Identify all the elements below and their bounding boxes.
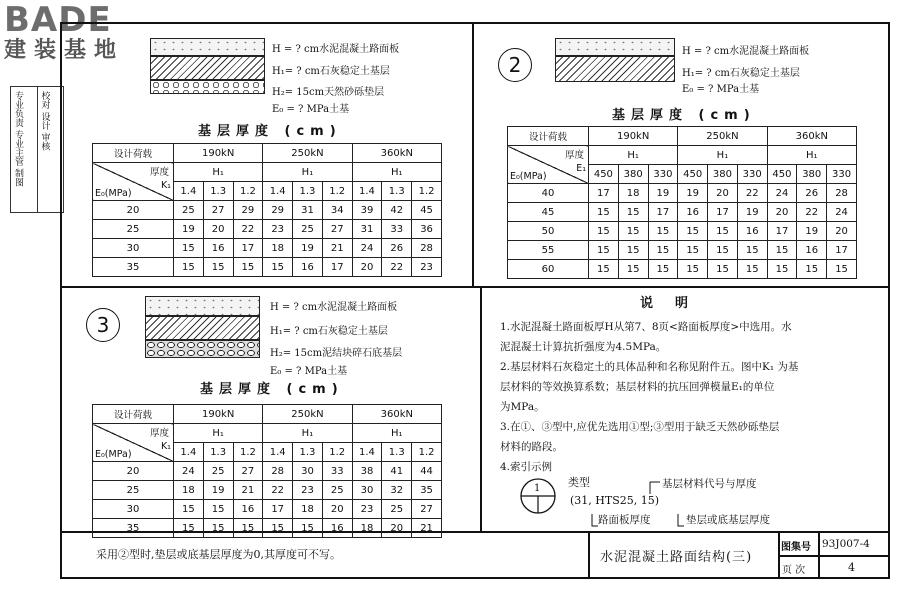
value-cell: 15 [708,241,738,260]
k-cell: 1.4 [352,443,382,462]
table-title: 基层厚度 (cm) [198,124,342,139]
index-label-slab: 路面板厚度 [598,514,651,526]
value-cell: 19 [174,220,204,239]
value-cell: 20 [322,500,352,519]
table-row [93,239,442,258]
note-text: 2.基层材料石灰稳定土的具体品种和名称见附件五。图中K₁ 为基 [500,361,799,373]
layer-label: E₀ = ? MPa土基 [272,104,350,115]
value-cell: 15 [678,241,708,260]
value-cell: 24 [827,203,857,222]
value-cell: 15 [737,260,767,279]
value-cell: 20 [708,184,738,203]
value-cell: 23 [352,500,382,519]
approval-stamp [10,86,64,213]
value-cell: 15 [263,519,293,538]
table-row [93,220,442,239]
table-row [508,184,857,203]
value-cell: 15 [708,222,738,241]
value-cell: 20 [767,203,797,222]
index-label-material: 基层材料代号与厚度 [662,478,757,490]
value-cell: 15 [174,239,204,258]
value-cell: 15 [618,203,648,222]
h-header: H₁ [174,424,263,443]
table-row [93,201,442,220]
layer-lime-soil [555,56,675,82]
value-cell: 15 [174,519,204,538]
layer-label: H = ? cm水泥混凝土路面板 [270,302,398,313]
note-text: 1.水泥混凝土路面板厚H从第7、8页<路面板厚度>中选用。水 [500,321,792,333]
value-cell: 36 [412,220,442,239]
value-cell: 21 [412,519,442,538]
value-cell: 25 [174,201,204,220]
page-label: 页 次 [782,565,806,576]
layer-macadam [145,340,260,358]
table-row [508,203,857,222]
value-cell: 16 [203,239,233,258]
value-cell: 18 [293,500,323,519]
e1-cell: 380 [708,165,738,184]
value-cell: 15 [203,519,233,538]
value-cell: 15 [648,241,678,260]
value-cell: 24 [174,462,204,481]
value-cell: 19 [737,203,767,222]
value-cell: 25 [322,481,352,500]
value-cell: 38 [352,462,382,481]
load-header: 250kN [263,405,352,424]
value-cell: 28 [412,239,442,258]
value-cell: 20 [382,519,412,538]
table-row [508,260,857,279]
value-cell: 18 [174,481,204,500]
e0-cell: 45 [508,203,589,222]
note-text: 层材料的等效换算系数；基层材料的抗压回弹模量E₁的单位 [500,381,775,393]
e1-cell: 380 [618,165,648,184]
value-cell: 22 [797,203,827,222]
k-cell: 1.2 [233,443,263,462]
e0-cell: 60 [508,260,589,279]
value-cell: 19 [203,481,233,500]
load-header: 250kN [263,144,352,163]
layer-sand-gravel [150,80,265,94]
table-title: 基层厚度 (cm) [612,108,756,123]
load-header: 360kN [352,405,441,424]
value-cell: 29 [233,201,263,220]
value-cell: 39 [352,201,382,220]
thickness-table-3 [92,404,442,538]
note-text: 3.在①、③型中,应优先选用①型;③型用于缺乏天然砂砾垫层 [500,421,780,433]
value-cell: 16 [737,222,767,241]
value-cell: 15 [648,222,678,241]
e0-cell: 35 [93,519,174,538]
value-cell: 22 [382,258,412,277]
value-cell: 17 [827,241,857,260]
k-cell: 1.2 [322,182,352,201]
e1-cell: 330 [648,165,678,184]
load-header: 190kN [174,405,263,424]
h-header: H₁ [767,146,856,165]
value-cell: 16 [678,203,708,222]
value-cell: 15 [767,241,797,260]
layer-label: E₀ = ? MPa土基 [270,366,348,377]
e0-cell: 25 [93,481,174,500]
value-cell: 27 [322,220,352,239]
diagonal-header: 厚度 K₁ E₀(MPa) [93,163,174,201]
value-cell: 20 [827,222,857,241]
e0-cell: 40 [508,184,589,203]
h-header: H₁ [678,146,767,165]
index-type-label: 类型 [568,476,590,489]
layer-label: H = ? cm水泥混凝土路面板 [272,44,400,55]
diagonal-header: 厚度 E₁ E₀(MPa) [508,146,589,184]
layer-label: H₁= ? cm石灰稳定土基层 [272,66,390,77]
k-cell: 1.2 [233,182,263,201]
value-cell: 17 [233,239,263,258]
note-text: 为MPa。 [500,401,545,413]
value-cell: 15 [618,222,648,241]
e0-cell: 55 [508,241,589,260]
value-cell: 15 [233,258,263,277]
value-cell: 18 [352,519,382,538]
value-cell: 15 [263,258,293,277]
k-cell: 1.4 [263,443,293,462]
value-cell: 28 [263,462,293,481]
value-cell: 31 [352,220,382,239]
value-cell: 32 [382,481,412,500]
h-header: H₁ [263,424,352,443]
e1-cell: 450 [678,165,708,184]
e1-cell: 330 [737,165,767,184]
value-cell: 27 [233,462,263,481]
value-cell: 17 [767,222,797,241]
value-cell: 24 [352,239,382,258]
value-cell: 18 [618,184,648,203]
value-cell: 30 [293,462,323,481]
h-header: H₁ [352,163,441,182]
value-cell: 29 [263,201,293,220]
value-cell: 15 [708,260,738,279]
layer-label: H₁= ? cm石灰稳定土基层 [682,68,800,79]
diagonal-header: 厚度 K₁ E₀(MPa) [93,424,174,462]
k-cell: 1.3 [293,443,323,462]
value-cell: 19 [648,184,678,203]
e0-cell: 30 [93,239,174,258]
value-cell: 15 [203,500,233,519]
footer-remark: 采用②型时,垫层或底基层厚度为0,其厚度可不写。 [96,548,341,561]
layer-label: H₁= ? cm石灰稳定土基层 [270,326,388,337]
value-cell: 20 [203,220,233,239]
layer-label: H₂= 15cm天然砂砾垫层 [272,87,385,98]
load-header: 190kN [589,127,678,146]
value-cell: 15 [589,260,619,279]
value-cell: 15 [618,260,648,279]
value-cell: 27 [203,201,233,220]
value-cell: 23 [412,258,442,277]
value-cell: 27 [412,500,442,519]
layer-concrete [150,38,265,56]
type-number-2: 2 [498,48,532,82]
index-example-number: 1 [534,483,541,494]
k-cell: 1.4 [263,182,293,201]
value-cell: 20 [352,258,382,277]
footer-divider [778,555,890,557]
k-cell: 1.3 [203,182,233,201]
value-cell: 42 [382,201,412,220]
value-cell: 15 [293,519,323,538]
value-cell: 34 [322,201,352,220]
value-cell: 15 [767,260,797,279]
value-cell: 26 [797,184,827,203]
note-text: 4.索引示例 [500,461,553,473]
value-cell: 33 [322,462,352,481]
value-cell: 22 [233,220,263,239]
value-cell: 15 [589,203,619,222]
e1-cell: 330 [827,165,857,184]
table-row [93,519,442,538]
value-cell: 33 [382,220,412,239]
layer-label: H = ? cm水泥混凝土路面板 [682,46,810,57]
stamp-col-2: 校对 设计 审核 [39,91,50,151]
header-cell: 设计荷载 [93,144,174,163]
k-cell: 1.3 [203,443,233,462]
load-header: 190kN [174,144,263,163]
atlas-number: 93J007-4 [822,538,870,550]
value-cell: 19 [293,239,323,258]
header-cell: 设计荷载 [93,405,174,424]
thickness-table-2 [507,126,857,279]
note-text: 泥混凝土计算抗折强度为4.5MPa。 [500,341,667,353]
h-header: H₁ [174,163,263,182]
value-cell: 15 [737,241,767,260]
e0-cell: 25 [93,220,174,239]
value-cell: 24 [767,184,797,203]
layer-concrete [555,38,675,56]
value-cell: 41 [382,462,412,481]
value-cell: 45 [412,201,442,220]
notes-heading: 说明 [640,296,711,311]
value-cell: 22 [737,184,767,203]
layer-label: E₀ = ? MPa土基 [682,84,760,95]
e1-cell: 450 [589,165,619,184]
value-cell: 17 [322,258,352,277]
k-cell: 1.2 [322,443,352,462]
k-cell: 1.4 [352,182,382,201]
value-cell: 17 [263,500,293,519]
k-cell: 1.2 [412,443,442,462]
layer-lime-soil [145,316,260,340]
e1-cell: 450 [767,165,797,184]
value-cell: 25 [293,220,323,239]
table-row [93,481,442,500]
page-number: 4 [848,561,855,574]
value-cell: 17 [648,203,678,222]
value-cell: 15 [203,258,233,277]
e0-cell: 35 [93,258,174,277]
table-row [93,500,442,519]
value-cell: 15 [618,241,648,260]
value-cell: 26 [382,239,412,258]
value-cell: 15 [678,260,708,279]
value-cell: 19 [678,184,708,203]
table-row [93,258,442,277]
value-cell: 15 [174,500,204,519]
k-cell: 1.3 [293,182,323,201]
table-row [93,462,442,481]
logo-text: BADE [4,0,112,40]
logo-cn-text: 建装基地 [4,38,125,63]
atlas-label: 图集号 [781,542,811,553]
value-cell: 31 [293,201,323,220]
value-cell: 44 [412,462,442,481]
h-header: H₁ [352,424,441,443]
value-cell: 25 [203,462,233,481]
load-header: 360kN [767,127,856,146]
value-cell: 22 [263,481,293,500]
value-cell: 16 [797,241,827,260]
value-cell: 15 [589,241,619,260]
value-cell: 23 [293,481,323,500]
type-number-3: 3 [86,308,120,342]
footer-divider [588,531,590,579]
thickness-table-1 [92,143,442,277]
value-cell: 25 [382,500,412,519]
value-cell: 15 [174,258,204,277]
h-header: H₁ [263,163,352,182]
value-cell: 15 [648,260,678,279]
value-cell: 18 [263,239,293,258]
k-cell: 1.3 [382,443,412,462]
value-cell: 19 [797,222,827,241]
value-cell: 15 [827,260,857,279]
load-header: 360kN [352,144,441,163]
value-cell: 15 [678,222,708,241]
value-cell: 17 [589,184,619,203]
lower-divider [480,286,482,531]
value-cell: 16 [233,500,263,519]
value-cell: 23 [263,220,293,239]
value-cell: 21 [322,239,352,258]
index-label-cushion: 垫层或底基层厚度 [686,514,770,526]
header-cell: 设计荷载 [508,127,589,146]
value-cell: 17 [708,203,738,222]
value-cell: 15 [797,260,827,279]
index-code: (31, HTS25, 15) [570,494,660,507]
e0-cell: 30 [93,500,174,519]
layer-concrete [145,296,260,316]
value-cell: 15 [233,519,263,538]
table-row [508,222,857,241]
layer-label: H₂= 15cm泥结块碎石底基层 [270,348,403,359]
h-header: H₁ [589,146,678,165]
e0-cell: 50 [508,222,589,241]
k-cell: 1.3 [382,182,412,201]
drawing-title: 水泥混凝土路面结构(三) [600,550,753,565]
k-cell: 1.4 [174,182,204,201]
upper-divider [472,22,474,287]
load-header: 250kN [678,127,767,146]
k-cell: 1.2 [412,182,442,201]
k-cell: 1.4 [174,443,204,462]
stamp-col-1: 专业负责 专业主管 制图 [13,91,23,187]
layer-lime-soil [150,56,265,80]
e0-cell: 20 [93,201,174,220]
e0-cell: 20 [93,462,174,481]
value-cell: 16 [322,519,352,538]
value-cell: 15 [589,222,619,241]
value-cell: 21 [233,481,263,500]
value-cell: 16 [293,258,323,277]
value-cell: 30 [352,481,382,500]
e1-cell: 380 [797,165,827,184]
value-cell: 28 [827,184,857,203]
middle-divider [60,286,890,288]
table-row [508,241,857,260]
table-title: 基层厚度 (cm) [200,382,344,397]
note-text: 材料的路段。 [500,441,563,453]
value-cell: 35 [412,481,442,500]
